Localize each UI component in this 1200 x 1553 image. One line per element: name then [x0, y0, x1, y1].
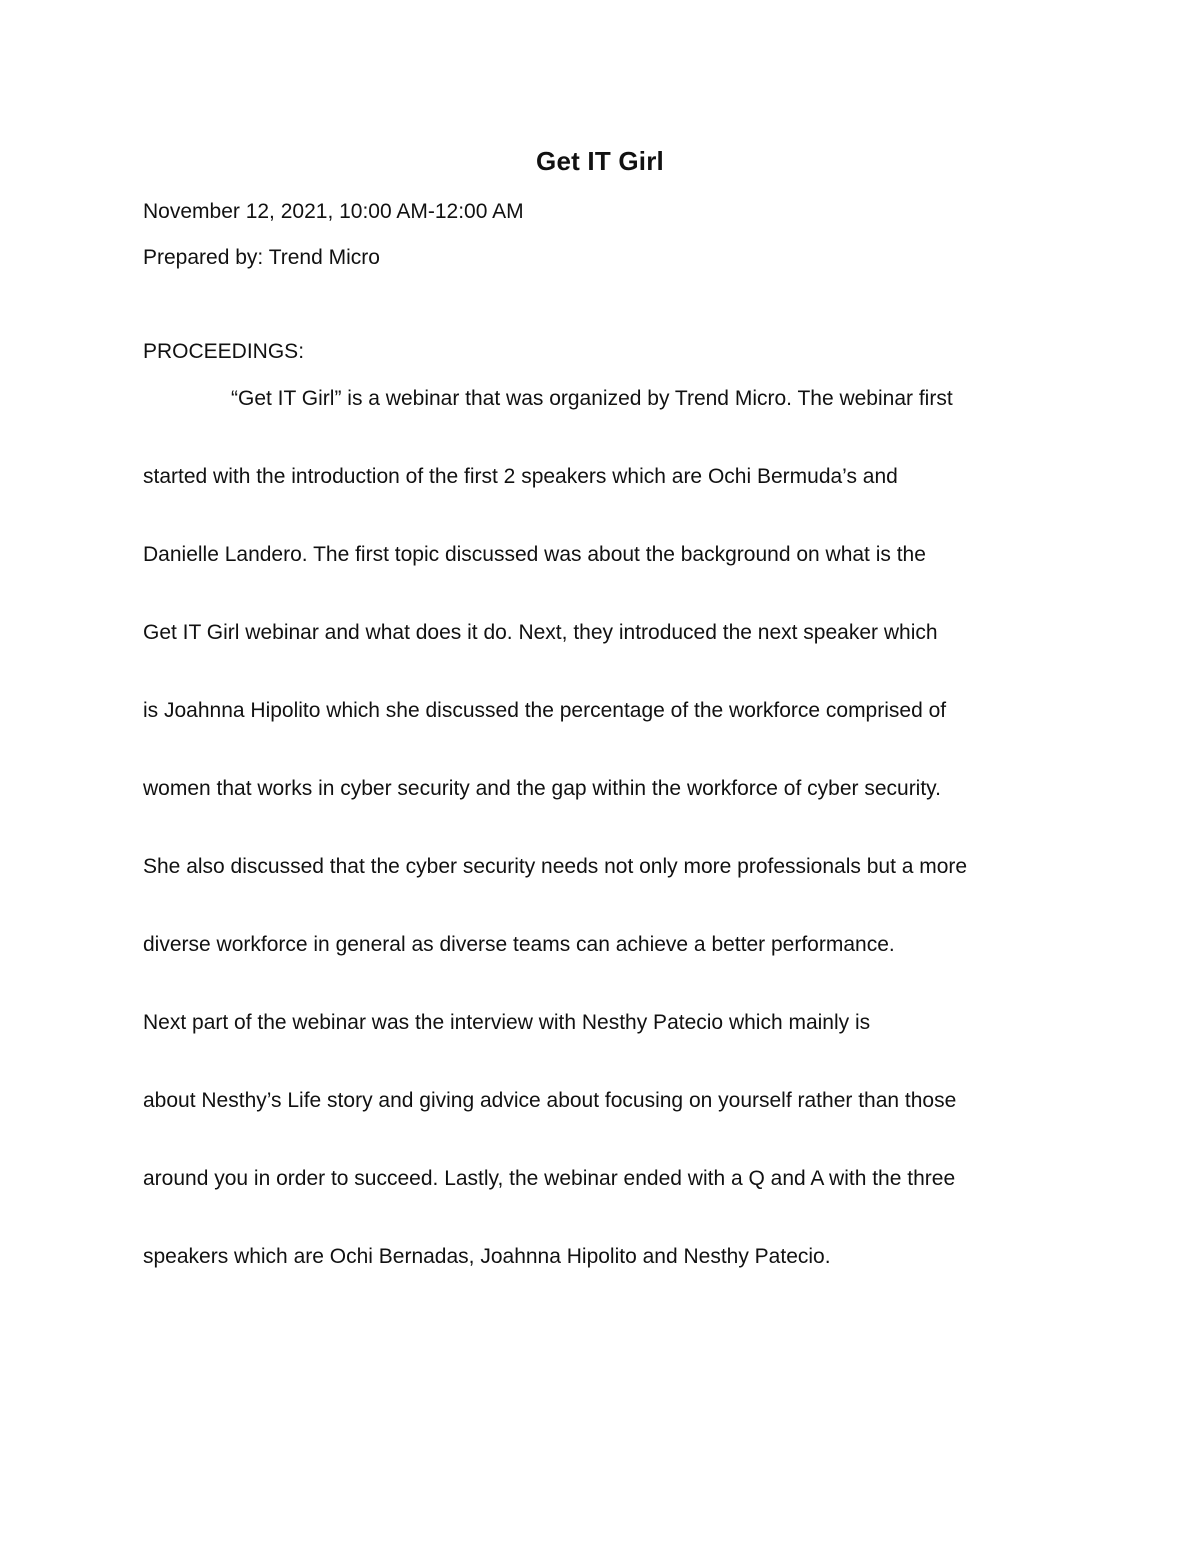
body-line: Danielle Landero. The first topic discussed was about the background on what is the	[143, 543, 926, 566]
body-line: Next part of the webinar was the interview with Nesthy Patecio which mainly is	[143, 1011, 871, 1034]
body-line: women that works in cyber security and the gap within the workforce of cyber security.	[143, 777, 941, 800]
body-line: “Get IT Girl” is a webinar that was organized by Trend Micro. The webinar first	[231, 387, 953, 410]
body-line: around you in order to succeed. Lastly, the webinar ended with a Q and A with the three	[143, 1167, 956, 1190]
body-line: started with the introduction of the first 2 speakers which are Ochi Bermuda’s and	[143, 465, 898, 488]
body-line: diverse workforce in general as diverse teams can achieve a better performance.	[143, 933, 895, 956]
body-line: speakers which are Ochi Bernadas, Joahnna Hipolito and Nesthy Patecio.	[143, 1245, 831, 1268]
prepared-by-line: Prepared by: Trend Micro	[143, 246, 380, 269]
body-line: is Joahnna Hipolito which she discussed the percentage of the workforce comprised of	[143, 699, 947, 722]
proceedings-body	[143, 386, 1063, 1322]
event-date-line: November 12, 2021, 10:00 AM-12:00 AM	[143, 200, 524, 223]
body-line: Get IT Girl webinar and what does it do. Next, they introduced the next speaker which	[143, 621, 938, 644]
proceedings-heading: PROCEEDINGS:	[143, 340, 305, 363]
body-line: She also discussed that the cyber security needs not only more professionals but a more	[143, 855, 968, 878]
body-line: about Nesthy’s Life story and giving advice about focusing on yourself rather than those	[143, 1089, 957, 1112]
document-title: Get IT Girl	[536, 146, 664, 176]
